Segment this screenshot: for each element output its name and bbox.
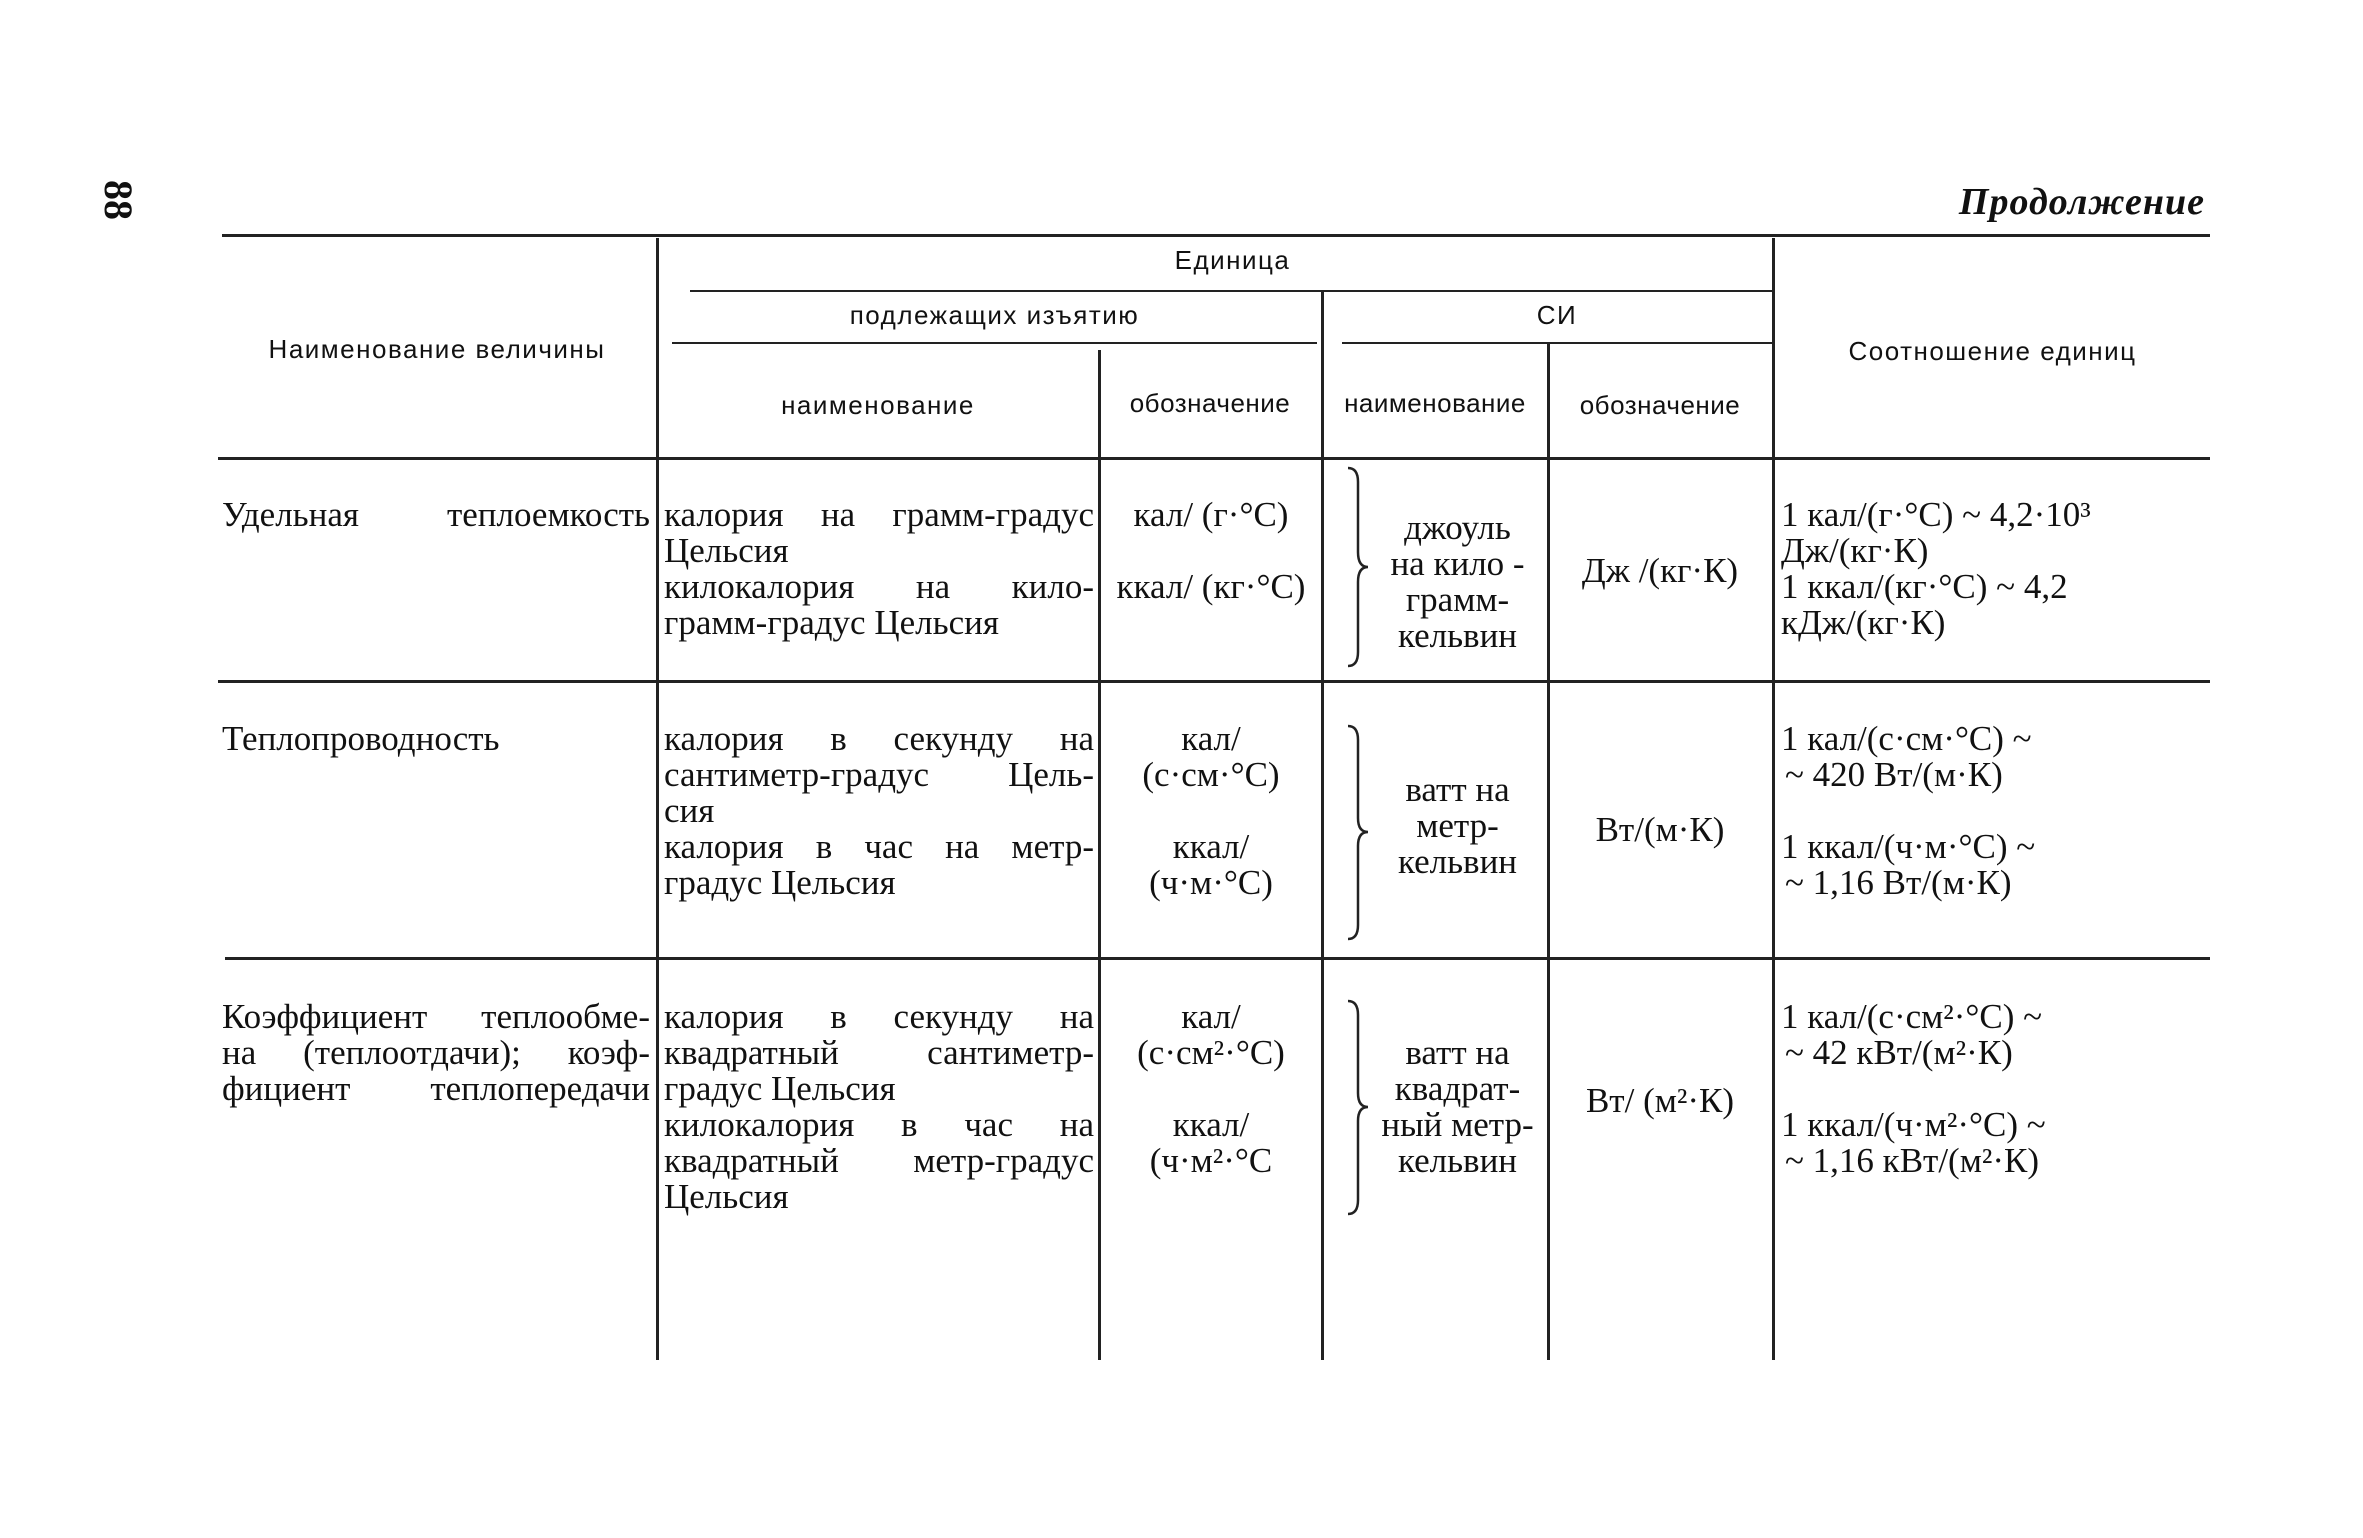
row1-brace-icon [1344, 462, 1372, 672]
row1-si-name [1370, 510, 1545, 654]
name-line: градус Цельсия [664, 863, 896, 902]
si-name-line: ный метр- [1381, 1105, 1534, 1144]
header-withdrawn-symbol: обозначение [1129, 388, 1291, 418]
si-name-line: метр- [1416, 806, 1499, 845]
relation-line: ~ 1,16 кВт/(м²·К) [1785, 1141, 2040, 1180]
row2-si-symbol: Вт/(м·К) [1595, 810, 1725, 849]
name-line: градус Цельсия [664, 1069, 896, 1108]
si-name-line: кельвин [1397, 842, 1518, 881]
col-divider-withdrawn-name [1098, 350, 1101, 1360]
name-line: Цельсия [664, 531, 789, 570]
symbol-line: (с·см·°С) [1142, 755, 1280, 794]
header-withdrawn-name: наименование [781, 390, 975, 420]
header-relation: Соотношение единиц [1848, 336, 2137, 366]
si-name-line: ватт на [1405, 1033, 1510, 1072]
name-line: калория на грамм-градус [664, 495, 1094, 534]
name-line: калория в секунду на [664, 719, 1094, 758]
symbol-line: (ч·м²·°С [1149, 1141, 1273, 1180]
name-line: калория в час на метр- [664, 827, 1094, 866]
row1-withdrawn-name [664, 497, 1094, 641]
quantity-line: фициент теплопередачи [222, 1069, 650, 1108]
header-unit: Единица [1174, 245, 1291, 275]
name-line: калория в секунду на [664, 997, 1094, 1036]
row1-quantity [222, 497, 650, 533]
si-name-line: кельвин [1397, 616, 1518, 655]
name-line: сия [664, 791, 715, 830]
row3-quantity [222, 999, 650, 1107]
relation-line: 1 кал/(с·см²·°С) ~ [1781, 997, 2043, 1036]
row2-withdrawn-name [664, 721, 1094, 901]
si-name-line: на кило - [1390, 544, 1525, 583]
header-quantity-name: Наименование величины [268, 334, 606, 364]
symbol-line: ккал/ (кг·°С) [1116, 567, 1306, 606]
relation-line: 1 ккал/(ч·м²·°С) ~ [1781, 1105, 2046, 1144]
name-line: сантиметр-градус Цель- [664, 755, 1094, 794]
relation-line: 1 ккал/(кг·°С) ~ 4,2 [1781, 567, 2068, 606]
page-number: 88 [96, 180, 141, 220]
row3-withdrawn-symbol [1102, 999, 1320, 1179]
row2-withdrawn-symbol [1102, 721, 1320, 901]
row3-si-name [1370, 1035, 1545, 1179]
si-subheader-rule [1342, 342, 1772, 344]
unit-subheader-rule [690, 290, 1775, 292]
row2-si-name [1370, 772, 1545, 880]
header-si: СИ [1536, 300, 1578, 330]
row3-si-symbol: Вт/ (м²·К) [1585, 1081, 1735, 1120]
col-divider-quantity [656, 238, 659, 1360]
symbol-line: ккал/ [1172, 1105, 1250, 1144]
si-name-line: квадрат- [1394, 1069, 1521, 1108]
row2-bottom-rule [225, 957, 2210, 960]
symbol-line: (с·см²·°С) [1137, 1033, 1285, 1072]
relation-line: ~ 420 Вт/(м·К) [1785, 755, 2003, 794]
symbol-line: кал/ (г·°С) [1133, 495, 1289, 534]
name-line: квадратный метр-градус [664, 1141, 1094, 1180]
relation-line: 1 ккал/(ч·м·°С) ~ [1781, 827, 2036, 866]
header-bottom-rule [218, 457, 2210, 460]
row1-bottom-rule [218, 680, 2210, 683]
row2-quantity [222, 721, 650, 757]
row1-si-symbol: Дж /(кг·К) [1581, 551, 1739, 590]
header-si-name: наименование [1344, 388, 1526, 418]
col-divider-si-name [1547, 342, 1550, 1360]
col-divider-withdrawn-symbol [1321, 290, 1324, 1360]
relation-line: Дж/(кг·К) [1781, 531, 1929, 570]
symbol-line: кал/ [1181, 719, 1241, 758]
quantity-line: Коэффициент теплообме- [222, 997, 650, 1036]
relation-line: кДж/(кг·К) [1781, 603, 1946, 642]
withdrawn-subheader-rule [672, 342, 1317, 344]
name-line: килокалория на кило- [664, 567, 1094, 606]
row2-relation [1781, 721, 2201, 901]
symbol-line: ккал/ [1172, 827, 1250, 866]
continuation-label: Продолжение [1958, 181, 2205, 223]
header-si-symbol: обозначение [1579, 390, 1741, 420]
name-line: Цельсия [664, 1177, 789, 1216]
quantity-line: Удельная теплоемкость [222, 495, 650, 534]
name-line: квадратный сантиметр- [664, 1033, 1094, 1072]
quantity-line: на (теплоотдачи); коэф- [222, 1033, 650, 1072]
relation-line: 1 кал/(с·см·°С) ~ [1781, 719, 2032, 758]
table-top-rule [222, 234, 2210, 237]
si-name-line: грамм- [1405, 580, 1510, 619]
name-line: грамм-градус Цельсия [664, 603, 999, 642]
row3-brace-icon [1344, 995, 1372, 1220]
symbol-line: (ч·м·°С) [1149, 863, 1273, 902]
relation-line: 1 кал/(г·°С) ~ 4,2·10³ [1781, 495, 2091, 534]
row2-brace-icon [1344, 720, 1372, 945]
row1-withdrawn-symbol [1102, 497, 1320, 605]
row1-relation [1781, 497, 2201, 641]
si-name-line: ватт на [1405, 770, 1510, 809]
si-name-line: кельвин [1397, 1141, 1518, 1180]
symbol-line: кал/ [1181, 997, 1241, 1036]
si-name-line: джоуль [1404, 508, 1511, 547]
name-line: килокалория в час на [664, 1105, 1094, 1144]
relation-line: ~ 1,16 Вт/(м·К) [1785, 863, 2012, 902]
row3-withdrawn-name [664, 999, 1094, 1215]
quantity-line: Теплопроводность [222, 719, 500, 758]
header-to-be-withdrawn: подлежащих изъятию [849, 300, 1140, 330]
row3-relation [1781, 999, 2201, 1179]
relation-line: ~ 42 кВт/(м²·К) [1785, 1033, 2013, 1072]
col-divider-si-symbol [1772, 238, 1775, 1360]
